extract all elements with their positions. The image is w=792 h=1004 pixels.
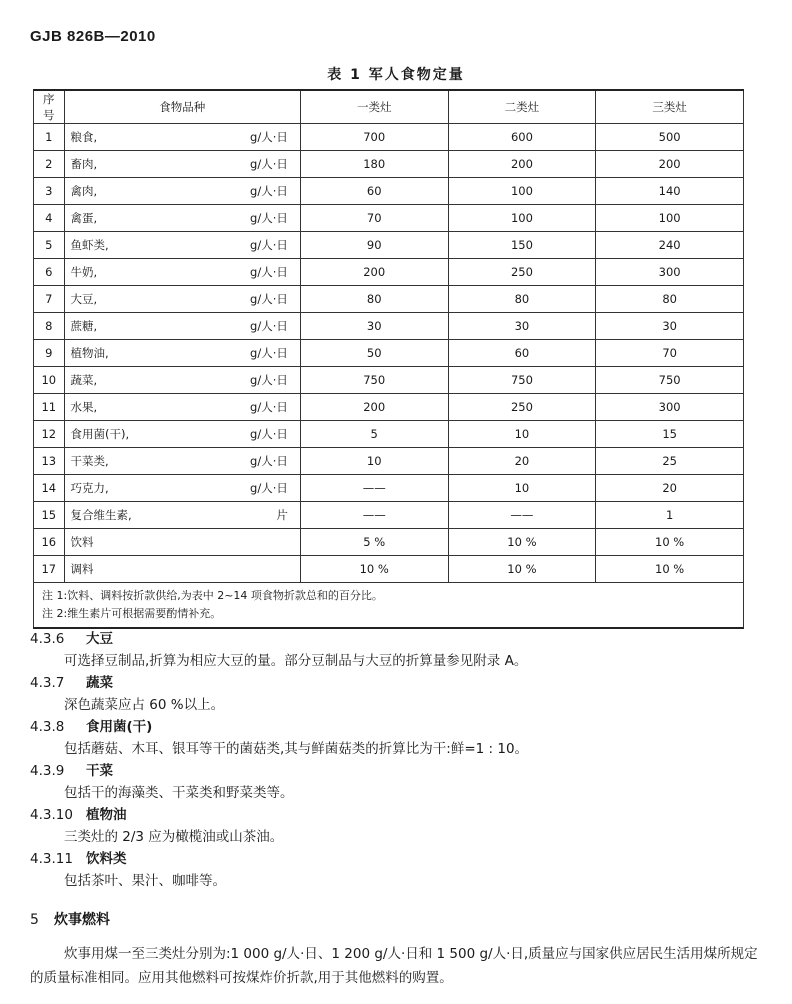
class2-value: 200: [448, 151, 596, 178]
row-number: 3: [34, 178, 65, 205]
food-name: 蔗糖,: [70, 319, 98, 333]
class2-value: 10: [448, 475, 596, 502]
food-name-cell: [64, 367, 300, 394]
class1-value: 90: [300, 232, 448, 259]
food-name: 禽肉,: [70, 184, 98, 198]
food-unit: g/人·日: [250, 130, 288, 144]
food-name-cell: [64, 475, 300, 502]
class1-value: ——: [300, 502, 448, 529]
chapter-title: 炊事燃料: [54, 912, 110, 928]
class3-value: 25: [596, 448, 744, 475]
food-name: 蔬菜,: [70, 373, 98, 387]
table-row: [34, 124, 744, 151]
class2-value: 60: [448, 340, 596, 367]
food-name-cell: [64, 421, 300, 448]
section-4-3-8: [30, 716, 760, 760]
class1-value: 5 %: [300, 529, 448, 556]
food-unit: g/人·日: [250, 373, 288, 387]
table-row: [34, 205, 744, 232]
class2-value: 30: [448, 313, 596, 340]
column-header-class3: 三类灶: [596, 90, 744, 124]
food-name: 调料: [70, 562, 94, 576]
food-unit: g/人·日: [250, 481, 288, 495]
class2-value: 250: [448, 394, 596, 421]
food-unit: g/人·日: [250, 265, 288, 279]
table-row: [34, 151, 744, 178]
class3-value: 70: [596, 340, 744, 367]
section-number: 4.3.6: [30, 631, 65, 647]
class2-value: 100: [448, 205, 596, 232]
class1-value: 30: [300, 313, 448, 340]
food-unit: g/人·日: [250, 184, 288, 198]
table-row: [34, 556, 744, 583]
chapter-heading: [30, 908, 760, 932]
food-unit: g/人·日: [250, 292, 288, 306]
table-header-row: [34, 90, 744, 124]
food-unit: 片: [276, 508, 288, 522]
food-name-cell: [64, 340, 300, 367]
class2-value: 600: [448, 124, 596, 151]
food-unit: g/人·日: [250, 211, 288, 225]
class3-value: 20: [596, 475, 744, 502]
note-2: 注 2:维生素片可根据需要酌情补充。: [42, 607, 222, 620]
class3-value: 15: [596, 421, 744, 448]
food-name-cell: [64, 313, 300, 340]
food-name: 巧克力,: [70, 481, 109, 495]
food-unit: g/人·日: [250, 157, 288, 171]
class1-value: 80: [300, 286, 448, 313]
section-4-3-9: [30, 760, 760, 804]
food-name: 复合维生素,: [70, 508, 132, 522]
table-row: [34, 259, 744, 286]
section-number: 4.3.9: [30, 763, 65, 779]
section-number: 4.3.8: [30, 719, 65, 735]
row-number: 17: [34, 556, 65, 583]
chapter-text: 炊事用煤一至三类灶分别为:1 000 g/人·日、1 200 g/人·日和 1 500 g/人·日,质量应与国家供应居民生活用煤所规定的质量标准相同。应用其他燃料可按煤炸价折款,用于其他燃料的购置。: [30, 946, 758, 986]
class3-value: 100: [596, 205, 744, 232]
class1-value: 5: [300, 421, 448, 448]
table-title: 表 1 军人食物定量: [327, 67, 465, 83]
section-title: 干菜: [86, 763, 113, 779]
chapter-number: 5: [30, 912, 39, 928]
class2-value: 80: [448, 286, 596, 313]
note-1: 注 1:饮料、调料按折款供给,为表中 2~14 项食物折款总和的百分比。: [42, 589, 383, 602]
food-name: 牛奶,: [70, 265, 98, 279]
food-name-cell: [64, 556, 300, 583]
section-4-3-11: [30, 848, 760, 892]
section-number: 4.3.7: [30, 675, 65, 691]
class1-value: 750: [300, 367, 448, 394]
table-row: [34, 475, 744, 502]
column-header-no: 序号: [34, 90, 65, 124]
class2-value: 250: [448, 259, 596, 286]
food-name-cell: [64, 124, 300, 151]
food-unit: g/人·日: [250, 238, 288, 252]
section-title: 蔬菜: [86, 675, 113, 691]
section-title: 食用菌(干): [86, 719, 153, 735]
table-row: [34, 340, 744, 367]
section-number: 4.3.11: [30, 851, 73, 867]
food-name: 植物油,: [70, 346, 109, 360]
class3-value: 10 %: [596, 529, 744, 556]
table-notes: [34, 583, 744, 629]
body-text: [30, 628, 760, 1004]
class3-value: 1: [596, 502, 744, 529]
food-name: 畜肉,: [70, 157, 98, 171]
section-text: 深色蔬菜应占 60 %以上。: [64, 697, 225, 713]
food-name: 大豆,: [70, 292, 98, 306]
table-notes-row: [34, 583, 744, 629]
class3-value: 750: [596, 367, 744, 394]
food-ration-table: [33, 89, 744, 629]
row-number: 14: [34, 475, 65, 502]
row-number: 1: [34, 124, 65, 151]
food-name-cell: [64, 286, 300, 313]
class3-value: 500: [596, 124, 744, 151]
class2-value: 10: [448, 421, 596, 448]
class2-value: 20: [448, 448, 596, 475]
class1-value: 60: [300, 178, 448, 205]
section-number: 4.3.10: [30, 807, 73, 823]
class3-value: 200: [596, 151, 744, 178]
row-number: 8: [34, 313, 65, 340]
class3-value: 140: [596, 178, 744, 205]
table-row: [34, 367, 744, 394]
table-row: [34, 502, 744, 529]
class2-value: ——: [448, 502, 596, 529]
class3-value: 30: [596, 313, 744, 340]
food-name-cell: [64, 232, 300, 259]
section-title: 饮料类: [86, 851, 127, 867]
table-row: [34, 448, 744, 475]
class2-value: 100: [448, 178, 596, 205]
table-row: [34, 178, 744, 205]
food-name: 饮料: [70, 535, 94, 549]
class3-value: 240: [596, 232, 744, 259]
food-unit: g/人·日: [250, 454, 288, 468]
table-row: [34, 529, 744, 556]
class2-value: 150: [448, 232, 596, 259]
section-title: 大豆: [86, 631, 113, 647]
table-row: [34, 286, 744, 313]
row-number: 5: [34, 232, 65, 259]
class1-value: 10: [300, 448, 448, 475]
food-name-cell: [64, 259, 300, 286]
food-name-cell: [64, 151, 300, 178]
table-row: [34, 232, 744, 259]
section-4-3-6: [30, 628, 760, 672]
table-row: [34, 313, 744, 340]
food-unit: g/人·日: [250, 346, 288, 360]
document-code: GJB 826B—2010: [30, 28, 156, 45]
food-name: 粮食,: [70, 130, 98, 144]
section-text: 包括干的海藻类、干菜类和野菜类等。: [64, 785, 294, 801]
food-name-cell: [64, 394, 300, 421]
class1-value: 200: [300, 259, 448, 286]
section-4-3-7: [30, 672, 760, 716]
section-text: 三类灶的 2/3 应为橄榄油或山茶油。: [64, 829, 284, 845]
row-number: 4: [34, 205, 65, 232]
row-number: 16: [34, 529, 65, 556]
row-number: 6: [34, 259, 65, 286]
food-name: 食用菌(干),: [70, 427, 130, 441]
section-text: 可选择豆制品,折算为相应大豆的量。部分豆制品与大豆的折算量参见附录 A。: [64, 653, 528, 669]
column-header-class2: 二类灶: [448, 90, 596, 124]
row-number: 11: [34, 394, 65, 421]
row-number: 7: [34, 286, 65, 313]
class2-value: 10 %: [448, 529, 596, 556]
row-number: 9: [34, 340, 65, 367]
row-number: 15: [34, 502, 65, 529]
food-name: 禽蛋,: [70, 211, 98, 225]
class2-value: 10 %: [448, 556, 596, 583]
class2-value: 750: [448, 367, 596, 394]
class1-value: 700: [300, 124, 448, 151]
section-title: 植物油: [86, 807, 127, 823]
food-name: 干菜类,: [70, 454, 109, 468]
section-4-3-10: [30, 804, 760, 848]
food-name: 鱼虾类,: [70, 238, 109, 252]
class1-value: ——: [300, 475, 448, 502]
class1-value: 50: [300, 340, 448, 367]
class1-value: 70: [300, 205, 448, 232]
class1-value: 10 %: [300, 556, 448, 583]
class3-value: 80: [596, 286, 744, 313]
food-unit: g/人·日: [250, 427, 288, 441]
food-name-cell: [64, 529, 300, 556]
food-name: 水果,: [70, 400, 98, 414]
row-number: 13: [34, 448, 65, 475]
row-number: 12: [34, 421, 65, 448]
food-name-cell: [64, 205, 300, 232]
class1-value: 200: [300, 394, 448, 421]
column-header-class1: 一类灶: [300, 90, 448, 124]
food-name-cell: [64, 448, 300, 475]
column-header-food: 食物品种: [64, 90, 300, 124]
food-unit: g/人·日: [250, 400, 288, 414]
section-text: 包括蘑菇、木耳、银耳等干的菌菇类,其与鲜菌菇类的折算比为干:鲜=1 : 10。: [64, 741, 529, 757]
class3-value: 300: [596, 394, 744, 421]
row-number: 2: [34, 151, 65, 178]
class1-value: 180: [300, 151, 448, 178]
table-row: [34, 421, 744, 448]
table-row: [34, 394, 744, 421]
section-text: 包括茶叶、果汁、咖啡等。: [64, 873, 226, 889]
class3-value: 10 %: [596, 556, 744, 583]
food-name-cell: [64, 178, 300, 205]
food-name-cell: [64, 502, 300, 529]
food-unit: g/人·日: [250, 319, 288, 333]
row-number: 10: [34, 367, 65, 394]
class3-value: 300: [596, 259, 744, 286]
